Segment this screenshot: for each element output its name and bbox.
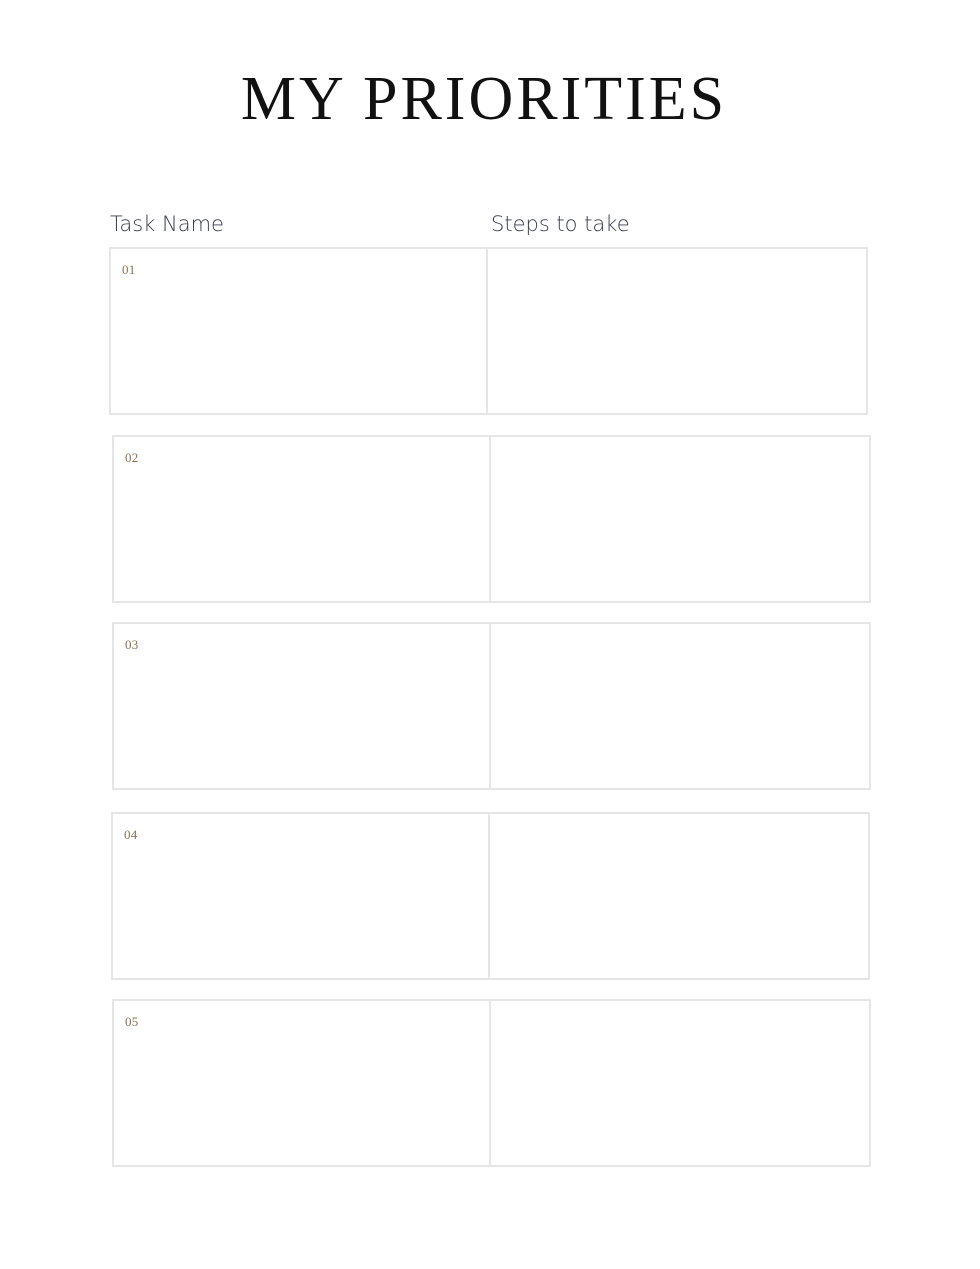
steps-cell[interactable] bbox=[488, 249, 866, 413]
priority-row-4 bbox=[111, 812, 870, 980]
row-number: 03 bbox=[125, 637, 139, 652]
task-name-cell[interactable] bbox=[111, 249, 488, 413]
row-number: 02 bbox=[125, 450, 139, 465]
steps-to-take-header: Steps to take bbox=[491, 212, 630, 236]
steps-cell[interactable] bbox=[491, 437, 869, 601]
task-name-cell[interactable] bbox=[114, 437, 491, 601]
task-name-cell[interactable] bbox=[114, 624, 491, 788]
row-number: 04 bbox=[124, 827, 138, 842]
priority-row-2 bbox=[112, 435, 871, 603]
task-name-cell[interactable] bbox=[114, 1001, 491, 1165]
priority-row-1 bbox=[109, 247, 868, 415]
row-number: 01 bbox=[122, 262, 136, 277]
steps-cell[interactable] bbox=[491, 624, 869, 788]
priority-row-5 bbox=[112, 999, 871, 1167]
steps-cell[interactable] bbox=[490, 814, 868, 978]
steps-cell[interactable] bbox=[491, 1001, 869, 1165]
task-name-cell[interactable] bbox=[113, 814, 490, 978]
row-number: 05 bbox=[125, 1014, 139, 1029]
priority-row-3 bbox=[112, 622, 871, 790]
task-name-header: Task Name bbox=[110, 212, 224, 236]
page-title: MY PRIORITIES bbox=[240, 65, 728, 133]
